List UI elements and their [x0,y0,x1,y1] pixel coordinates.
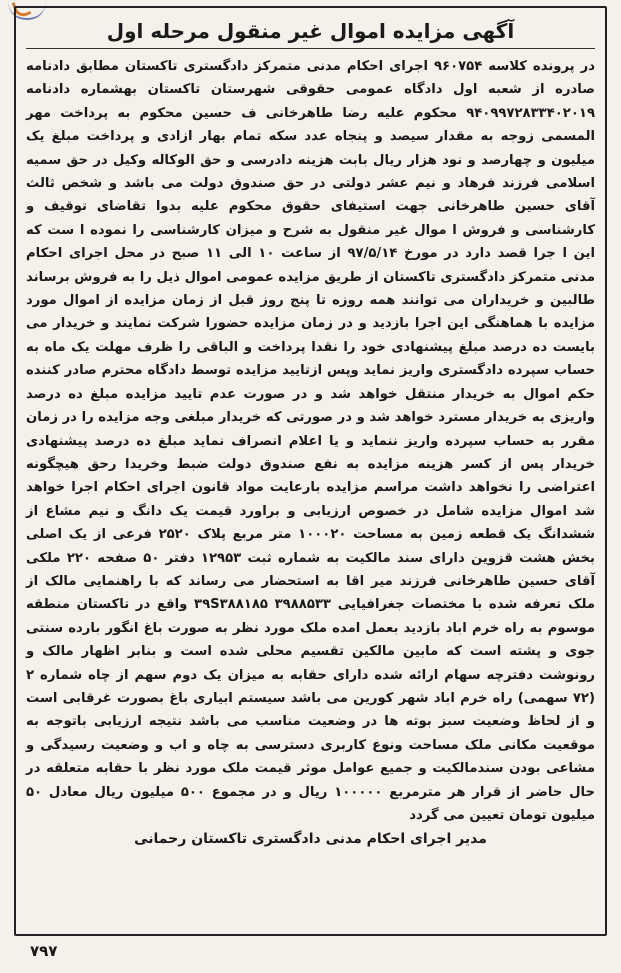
page-number: ۷۹۷ [30,942,58,960]
notice-body: در پرونده کلاسه ۹۶۰۷۵۴ اجرای احکام مدنی متمرکز دادگستری تاکستان مطابق دادنامه صادره از شعبه اول دادگاه عمومی حقوقی شهرستان تاکستان بهشماره دادنامه ۹۴۰۹۹۷۲۸۳۳۴۰۲۰۱۹ محکوم علیه رضا طاهرخانی ف حسین محکوم به پرداخت مهر المسمی زوجه به مقدار سیصد و پنجاه عدد سکه تمام بهار ازادی و پرداخت مبلغ یک میلیون و چهارصد و نود هزار ریال بابت هزینه دادرسی و حق الوکاله وکیل در حق سمیه اسلامی فرزند فرهاد و نیم عشر دولتی در حق صندوق دولت می باشد و شخص ثالث آقای حسین طاهرخانی جهت استیفای حقوق محکوم علیه بدوا تقاضای توقیف و کارشناسی و فروش ا موال غیر منقول به شرح و میزان کارشناسی را نموده ا ست که این ا جرا قصد دارد در مورخ ۹۷/۵/۱۴ از ساعت ۱۰ الی ۱۱ صبح در محل اجرای احکام مدنی متمرکز دادگستری تاکستان از طریق مزایده عمومی اموال ذیل را به فروش برساند طالبین و خریداران می توانند همه روزه تا پنج روز قبل از زمان مزایده از اموال مورد مزایده با هماهنگی این اجرا بازدید و در زمان مزایده حضورا شرکت نمایند و خریدار می بایست ده درصد مبلغ پیشنهادی خود را نقدا پرداخت و الباقی را ظرف مهلت یک ماه به حساب سپرده دادگستری واریز نماید وپس ازتایید مزایده توسط دادگاه محترم صادر کننده حکم اموال به خریدار منتقل خواهد شد و در صورت عدم تایید مزایده مبلغ ده درصد واریزی به خریدار مسترد خواهد شد و در صورتی که خریدار مبلغی وجه مزایده را در زمان مقرر به حساب سپرده واریز ننماید و یا اعلام انصراف نماید مبلغ ده درصد پیشنهادی خریدار پس از کسر هزینه مزایده به نفع صندوق دولت ضبط وخریدا رحق هیچگونه اعتراضی را نخواهد داشت مراسم مزایده بارعایت مواد قانون اجرای احکام اجرا خواهد شد اموال مزایده شامل در خصوص ارزیابی و براورد قیمت یک دانگ و نیم مشاع از ششدانگ یک قطعه زمین به مساحت ۱۰۰۰۲۰ متر مربع پلاک ۲۵۲۰ فرعی از یک اصلی بخش هشت قزوین دارای سند مالکیت به شماره ثبت ۱۲۹۵۳ دفتر ۵۰ صفحه ۲۲۰ ملکی آقای حسین طاهرخانی فرزند میر اقا به استحضار می رساند که با راهنمایی مالک از ملک تعرفه شده با مختصات جغرافیایی ۳۹S۳۸۸۱۸۵ ۳۹۸۸۵۳۳ واقع در تاکستان منطقه موسوم به راه خرم اباد بازدید بعمل امده ملک مورد نظر به صورت باغ انگور بارده سنتی جوی و پشته است که مابین مالکین تقسیم محلی شده است و بنابر اظهار مالک و رونوشت دفترچه سهام ارائه شده دارای حقابه به میزان یک دوم سهم از چاه شماره ۲ (۷۲ سهمی) راه خرم اباد شهر کورین می باشد سیستم ابیاری باغ بصورت غرقابی است و از لحاظ وضعیت سبز بوته ها در وضعیت مناسب می باشد نتیجه ارزیابی باتوجه به موقعیت مکانی ملک مساحت ونوع کاربری دسترسی به چاه و اب و وضعیت رسیدگی و مشاعی بودن سندمالکیت و جمیع عوامل موثر قیمت ملک مورد نظر با حقابه متعلقه در حال حاضر از قرار هر مترمربع ۱۰۰۰۰۰ ریال و در مجموع ۵۰۰ میلیون ریال معادل ۵۰ میلیون تومان تعیین می گردد [26,59,596,823]
notice-title: آگهی مزایده اموال غیر منقول مرحله اول [26,16,595,49]
notice-signature: مدیر اجرای احکام مدنی دادگستری تاکستان رحمانی [134,831,487,848]
auction-notice-box [14,6,607,936]
